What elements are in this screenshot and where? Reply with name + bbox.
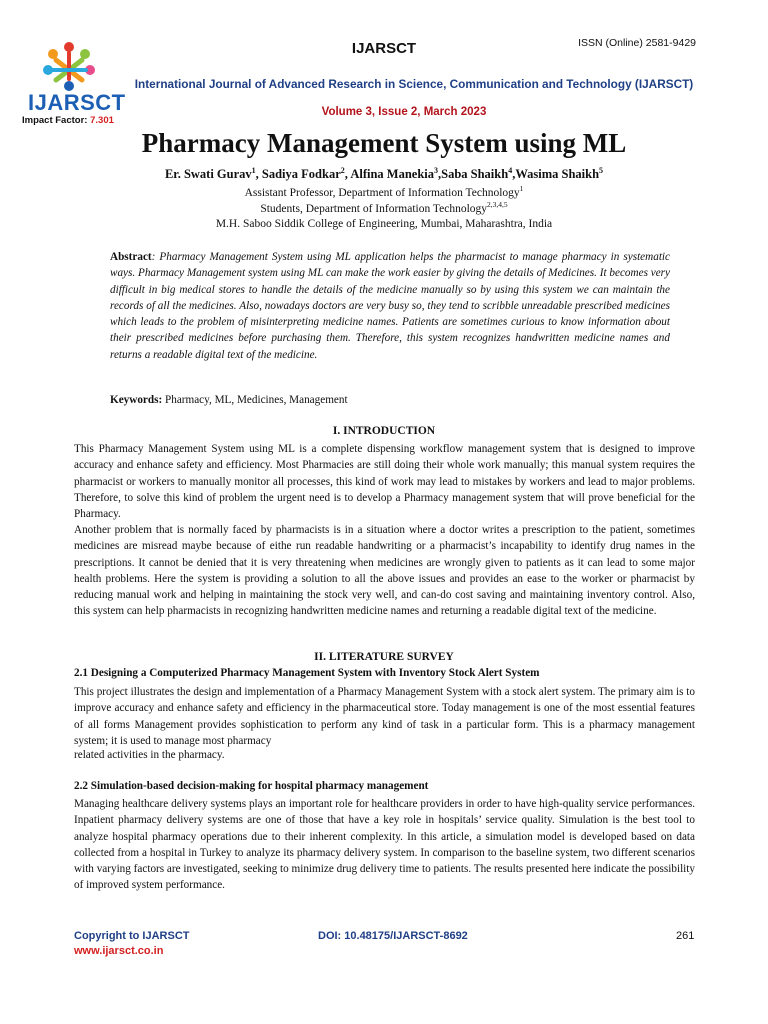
- impact-factor-label: Impact Factor:: [22, 115, 88, 126]
- section-heading-introduction: I. INTRODUCTION: [332, 425, 436, 437]
- footer-doi: DOI: 10.48175/IJARSCT-8692: [318, 930, 468, 942]
- paragraph: Another problem that is normally faced by pharmacists is in a situation where a doctor writes a prescription to the patient, sometimes medicines are misread maybe because of eithe run readable handwriting or a pharmacist’s incapability to identify drug names in the prescriptions. It cannot be denied that it is very threatening when medicines are wrongly given to patients as it can lead to some major health problems. Here the system is providing a solution to all the above issues and provides an ease to the worker or pharmacist by reducing manual work and helping in maintaining the stock very well, and can-do cost saving and maintaining inventory control. Also, this system can help pharmacists in recognizing handwritten medicine names and returning a readable digital text of the medicine.: [74, 524, 695, 618]
- volume-issue: Volume 3, Issue 2, March 2023: [321, 106, 487, 118]
- paragraph: This Pharmacy Management System using ML is a complete dispensing workflow management system that is designed to improve accuracy and enhance safety and efficiency. Most Pharmacies are still doing their whole work manually; this manual system requires the pharmacist or workers to manually monitor all processes, this kind of work may lead to mistakes by workers and lead to major problems. Therefore, to solve this kind of problem the urgent need is to develop a Pharmacy management system that will prove beneficial for the Pharmacy.: [74, 443, 695, 521]
- affiliation: Students, Department of Information Technology$^{2,3,4,5}$: [260, 200, 508, 215]
- author: Sadiya Fodkar$^2$,: [261, 166, 351, 182]
- paragraph: Managing healthcare delivery systems plays an important role for healthcare providers in order to have high-quality service performances. Inpatient pharmacy delivery systems are one of those that have a key role in hospitals’ service quality. Simulation is the best tool to analyze hospital pharmacy operations due to their inherent complexity. In this article, a simulation model is developed based on data collected from a hospital in Turkey to analyze its pharmacy delivery system. In comparison to the baseline system, two different scenarios with varying factors are investigated, seeking to minimize drug delivery time to patients. The results presented here indicate the possibility of improved system performance.: [74, 798, 695, 892]
- affiliation: M.H. Saboo Siddik College of Engineering, Mumbai, Maharashtra, India: [215, 218, 553, 230]
- keywords-label: Keywords:: [110, 394, 163, 406]
- issn: ISSN (Online) 2581-9429: [578, 37, 696, 49]
- page-number: 261: [676, 930, 695, 942]
- keywords-text: Pharmacy, ML, Medicines, Management: [165, 394, 348, 406]
- paper-title: Pharmacy Management System using ML: [141, 128, 627, 158]
- abstract: [110, 249, 670, 363]
- footer-website-link[interactable]: www.ijarsct.co.in: [74, 945, 164, 957]
- keywords: [110, 394, 670, 406]
- affiliation: Assistant Professor, Department of Information Technology$^1$: [244, 184, 524, 199]
- author: Saba Shaikh$^4$,: [441, 166, 516, 182]
- author: Alfina Manekia$^3$,: [350, 166, 442, 182]
- logo-text: IJARSCT: [28, 90, 126, 115]
- author-list: [0, 166, 768, 182]
- subsection-heading: 2.1 Designing a Computerized Pharmacy Management System with Inventory Stock Alert System: [74, 667, 540, 679]
- author: Er. Swati Gurav$^1$,: [164, 166, 262, 182]
- subsection-heading: 2.2 Simulation-based decision-making for hospital pharmacy management: [74, 780, 429, 792]
- abstract-label: Abstract: [110, 251, 152, 263]
- paragraph: related activities in the pharmacy.: [74, 749, 225, 761]
- impact-factor-value: 7.301: [90, 115, 114, 126]
- section-heading-literature-survey: II. LITERATURE SURVEY: [314, 651, 454, 663]
- journal-brand: IJARSCT: [351, 40, 417, 57]
- footer-copyright: Copyright to IJARSCT: [74, 930, 190, 942]
- abstract-text: : Pharmacy Management System using ML application helps the pharmacist to manage pharmacy in systematic ways. Pharmacy Management system using ML can make the work easier by giving the details of Medicines. It becomes very difficult in big medical stores to handle the details of the medicine manually so by using this system we can maintain the records of all the medicines. Also, nowadays doctors are very busy so, they tend to scribble unreadable prescribed medicines which leads to the problem of misinterpreting medicine names. Patients are sometimes curious to know information about their prescribed medicines before purchasing them. Therefore, this system recognizes handwritten medicine names and returns a readable digital text of the medicine.: [110, 251, 670, 361]
- journal-name: International Journal of Advanced Research in Science, Communication and Technology (IJARSCT): [134, 77, 694, 91]
- author: Wasima Shaikh$^5$: [515, 166, 604, 182]
- paragraph: This project illustrates the design and implementation of a Pharmacy Management System with a stock alert system. The primary aim is to improve accuracy and enhance safety and efficiency in the pharmaceutical store. Today management is one of the most essential features of all forms Management provides sophistication to perform any kind of task in a particular form. This is a pharmacy management system; it is used to manage most pharmacy: [74, 686, 695, 747]
